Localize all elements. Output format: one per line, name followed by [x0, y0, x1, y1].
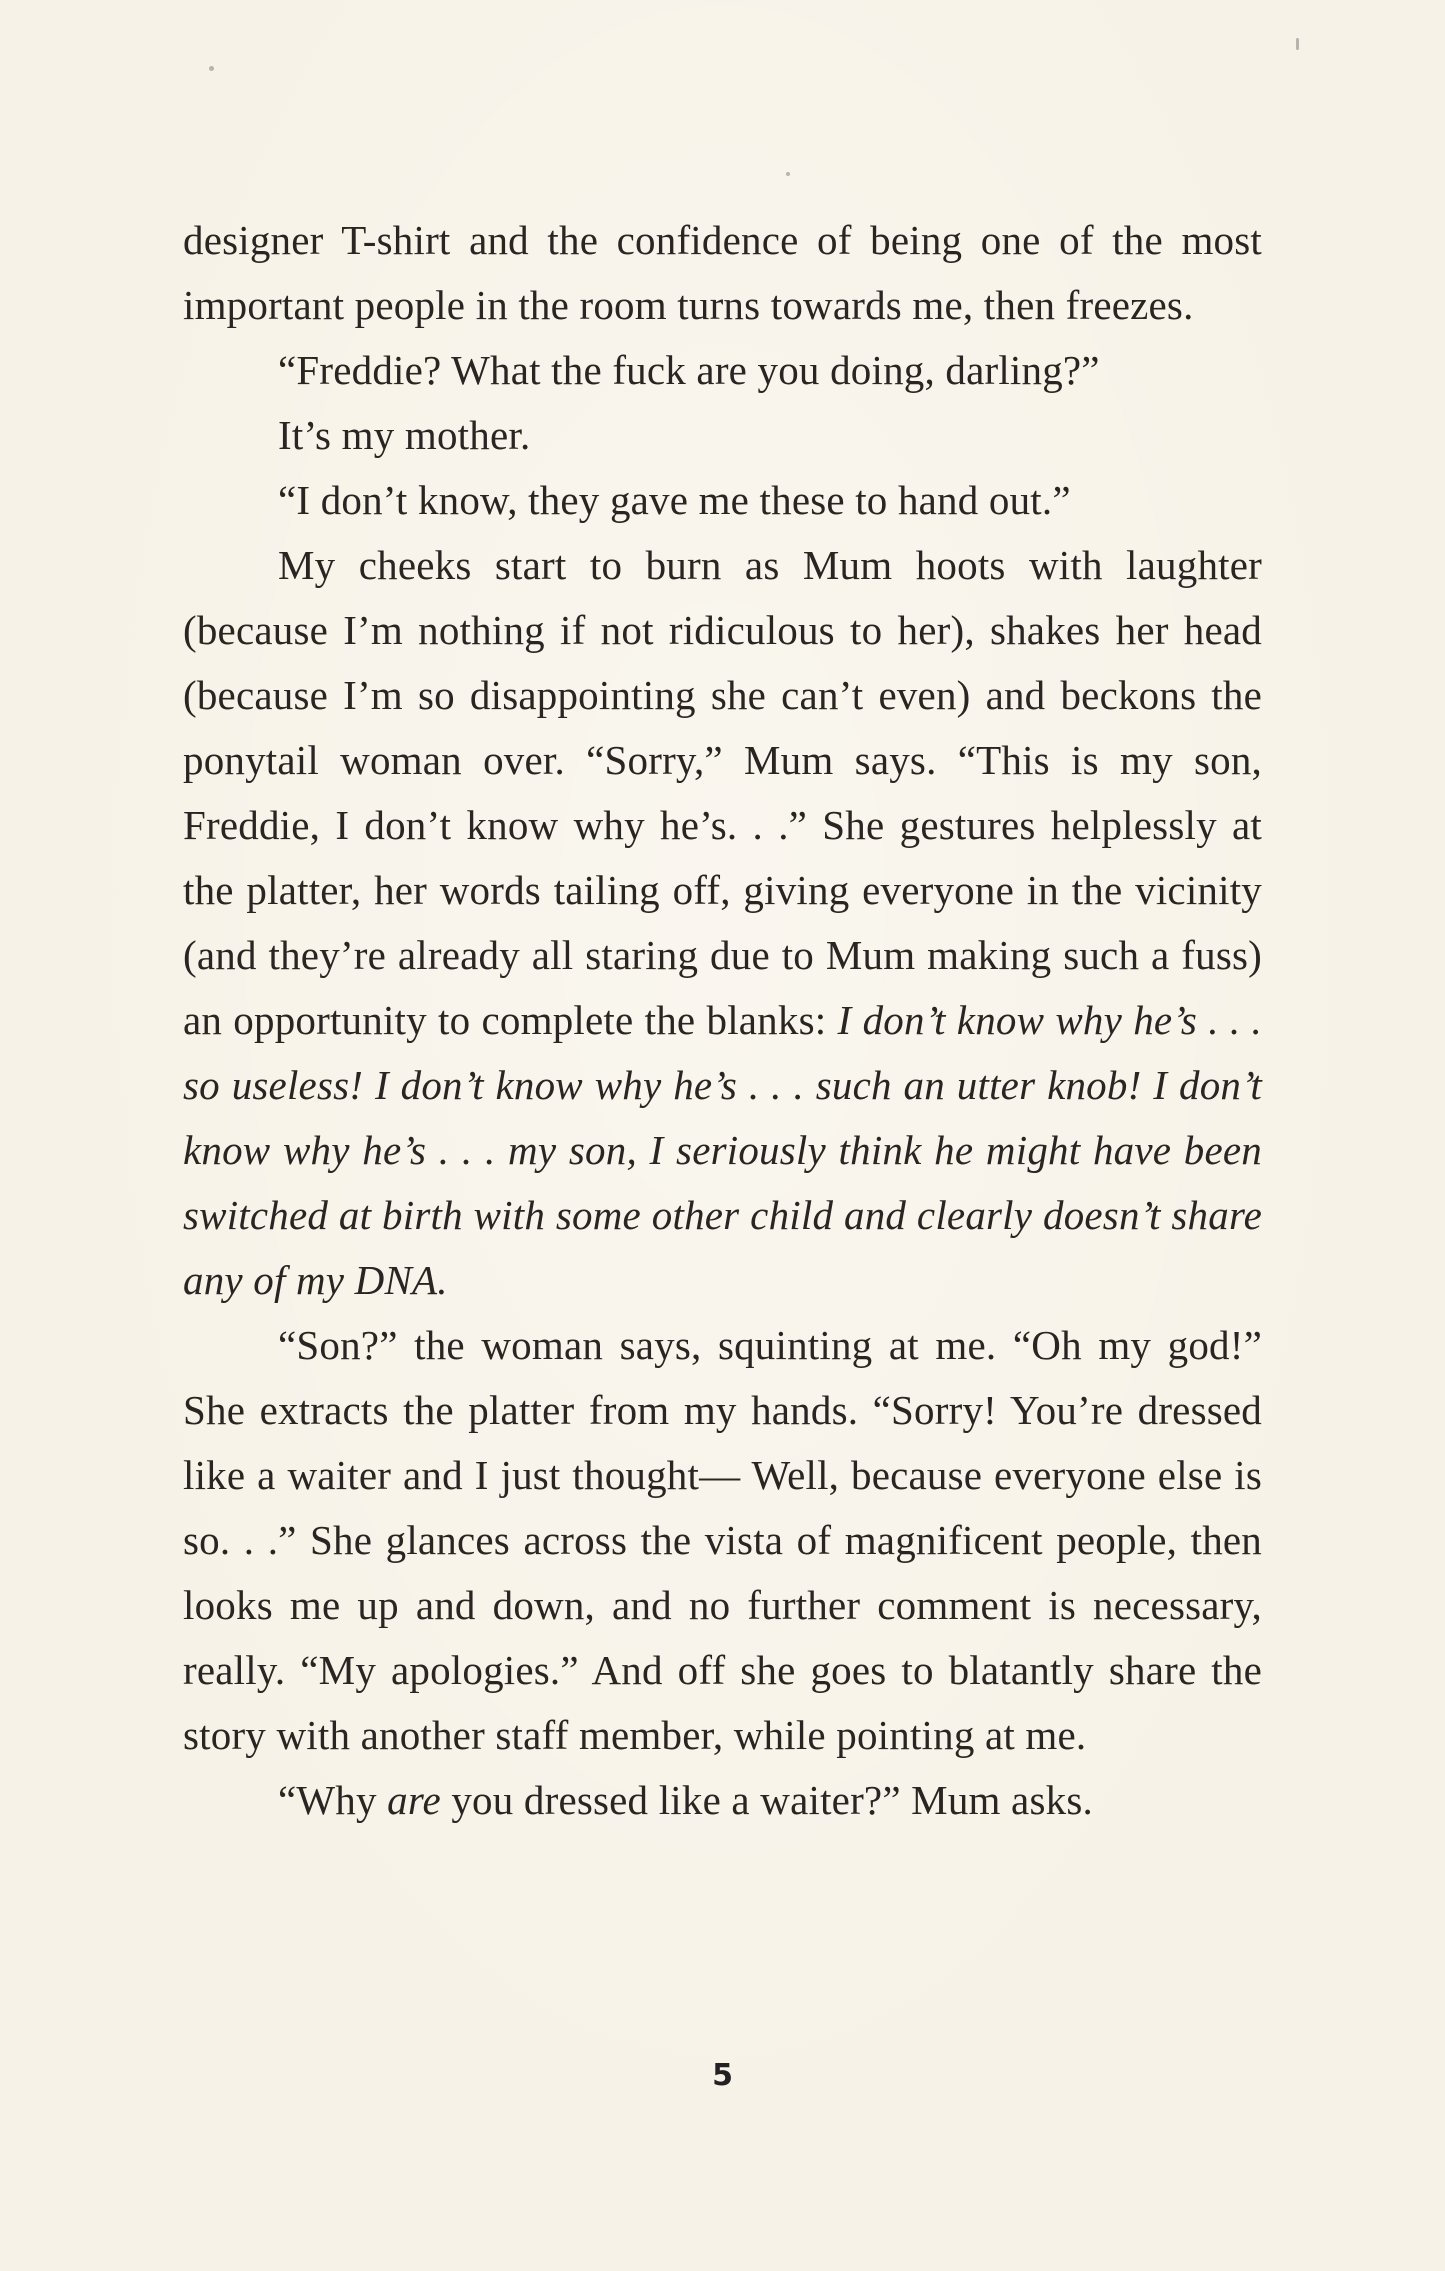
- paragraph: [183, 533, 1262, 1313]
- paper-speck: [1296, 38, 1299, 50]
- body-text: [183, 208, 1262, 1833]
- italic-text-segment: are: [387, 1777, 441, 1823]
- text-segment: “Son?” the woman says, squinting at me. “Oh my god!” She extracts the platter from my hands. “Sorry! You’re dressed like a waiter and I just thought— Well, because everyone else is so. . .” She glances across the vista of magnificent people, then looks me up and down, and no further comment is necessary, really. “My apologies.” And off she goes to blatantly share the story with another staff member, while pointing at me.: [183, 1322, 1262, 1758]
- text-segment: “Freddie? What the fuck are you doing, darling?”: [278, 347, 1100, 393]
- text-segment: My cheeks start to burn as Mum hoots with laughter (because I’m nothing if not ridiculous to her), shakes her head (because I’m so disappointing she can’t even) and beckons the ponytail woman over. “Sorry,” Mum says. “This is my son, Freddie, I don’t know why he’s. . .” She gestures helplessly at the platter, her words tailing off, giving everyone in the vicinity (and they’re already all staring due to Mum making such a fuss) an opportunity to complete the blanks:: [183, 542, 1262, 1043]
- paragraph: [183, 468, 1262, 533]
- text-segment: “Why: [278, 1777, 388, 1823]
- text-segment: “I don’t know, they gave me these to hand out.”: [278, 477, 1071, 523]
- text-segment: designer T-shirt and the confidence of being one of the most important people in the room turns towards me, then freezes.: [183, 217, 1262, 328]
- page-number: 5: [712, 2058, 733, 2093]
- paragraph: [183, 1768, 1262, 1833]
- italic-text-segment: I don’t know why he’s . . . so useless! I don’t know why he’s . . . such an utter knob! I don’t know why he’s . . . my son, I seriously think he might have been switched at birth with some other child and clearly doesn’t share any of my DNA.: [183, 997, 1262, 1303]
- paper-speck: [786, 172, 790, 176]
- paragraph: [183, 208, 1262, 338]
- text-segment: It’s my mother.: [278, 412, 531, 458]
- paper-speck: [209, 66, 214, 71]
- paragraph: [183, 338, 1262, 403]
- paragraph: [183, 403, 1262, 468]
- text-segment: you dressed like a waiter?” Mum asks.: [440, 1777, 1093, 1823]
- paragraph: [183, 1313, 1262, 1768]
